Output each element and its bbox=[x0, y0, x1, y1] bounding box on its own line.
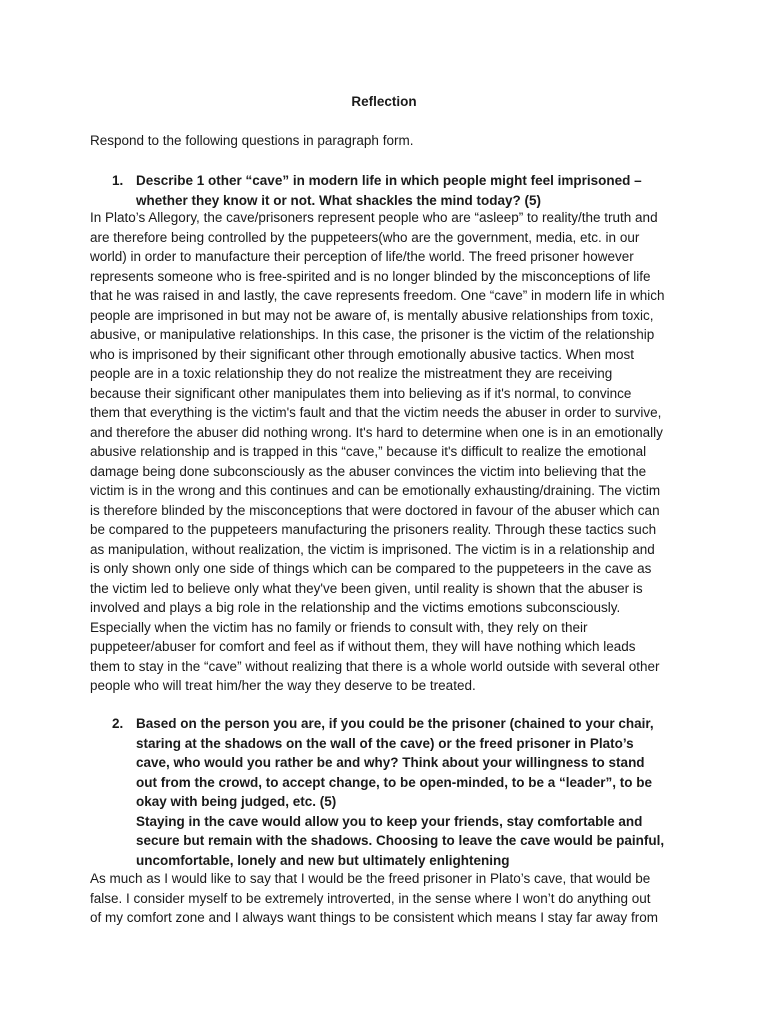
question-text bbox=[136, 714, 680, 870]
answer-line: them that everything is the victim's fault and that the victim needs the abuser in order to survive, bbox=[90, 405, 662, 420]
question-line: whether they know it or not. What shackles the mind today? (5) bbox=[136, 192, 542, 208]
answer-line: them to stay in the “cave” without realizing that there is a whole world outside with several other bbox=[90, 658, 660, 674]
answer-line: As much as I would like to say that I would be the freed prisoner in Plato’s cave, that would be bbox=[90, 871, 651, 886]
answer-line: Especially when the victim has no family or friends to consult with, they rely on their bbox=[90, 619, 588, 635]
question-line: uncomfortable, lonely and new but ultimately enlightening bbox=[136, 852, 510, 868]
answer-line: and therefore the abuser did nothing wrong. It's hard to determine when one is in an emotionally bbox=[90, 424, 663, 440]
answer-line: people who will treat him/her the way they deserve to be treated. bbox=[90, 678, 476, 693]
answer-line: represents someone who is free-spirited and is no longer blinded by the misconceptions of life bbox=[90, 268, 651, 284]
answer-1 bbox=[90, 208, 682, 696]
question-line: cave, who would you rather be and why? Think about your willingness to stand bbox=[136, 755, 645, 770]
answer-line: is therefore blinded by the misconceptions that were doctored in favour of the abuser which can bbox=[90, 502, 660, 518]
answer-line: In Plato’s Allegory, the cave/prisoners represent people who are “asleep” to reality/the truth and bbox=[90, 210, 658, 225]
question-number: 1. bbox=[112, 173, 124, 188]
answer-line: people are imprisoned in but may not be aware of, is mentally abusive relationships from toxic, bbox=[90, 307, 654, 323]
question-line: okay with being judged, etc. (5) bbox=[136, 794, 337, 809]
question-line: Staying in the cave would allow you to keep your friends, stay comfortable and bbox=[136, 813, 643, 829]
answer-line: of my comfort zone and I always want things to be consistent which means I stay far away from bbox=[90, 910, 659, 925]
question-line: Describe 1 other “cave” in modern life in which people might feel imprisoned – bbox=[136, 173, 642, 188]
document-title: Reflection bbox=[351, 94, 417, 109]
answer-line: abusive, or manipulative relationships. In this case, the prisoner is the victim of the relationship bbox=[90, 327, 655, 342]
question-line: Based on the person you are, if you could be the prisoner (chained to your chair, bbox=[136, 716, 654, 731]
instructions-text: Respond to the following questions in paragraph form. bbox=[90, 133, 414, 148]
answer-line: as manipulation, without realization, the victim is imprisoned. The victim is in a relationship and bbox=[90, 541, 655, 557]
answer-line: involved and plays a big role in the relationship and the victims emotions subconsciously. bbox=[90, 600, 621, 615]
answer-line: world) in order to manufacture their perception of life/the world. The freed prisoner however bbox=[90, 249, 634, 264]
question-line: secure but remain with the shadows. Choosing to leave the cave would be painful, bbox=[136, 833, 665, 848]
answer-line: false. I consider myself to be extremely introverted, in the sense where I won’t do anything out bbox=[90, 890, 651, 906]
answer-line: damage being done subconsciously as the abuser convinces the victim into believing that the bbox=[90, 463, 647, 479]
answer-line: is only shown only one side of things which can be compared to the puppeteers in the cave as bbox=[90, 561, 652, 576]
question-1 bbox=[90, 171, 680, 210]
question-number: 2. bbox=[112, 716, 124, 731]
question-line: staring at the shadows on the wall of the cave) or the freed prisoner in Plato’s bbox=[136, 735, 634, 751]
answer-line: victim is in the wrong and this continues and can be emotionally exhausting/draining. The victim bbox=[90, 483, 661, 498]
answer-line: are therefore being controlled by the puppeteers(who are the government, media, etc. in our bbox=[90, 229, 640, 245]
answer-line: puppeteer/abuser for comfort and feel as if without them, they will have nothing which leads bbox=[90, 639, 636, 654]
answer-2 bbox=[90, 869, 682, 928]
answer-line: who is imprisoned by their significant other through emotionally abusive tactics. When most bbox=[90, 346, 635, 362]
answer-line: that he was raised in and lastly, the cave represents freedom. One “cave” in modern life in which bbox=[90, 288, 665, 303]
answer-line: people are in a toxic relationship they do not realize the mistreatment they are receiving bbox=[90, 366, 613, 381]
question-text bbox=[136, 171, 680, 210]
answer-line: because their significant other manipulates them into believing as if it's normal, to convince bbox=[90, 385, 632, 401]
answer-line: be compared to the puppeteers manufacturing the prisoners reality. Through these tactics such bbox=[90, 522, 657, 537]
answer-line: abusive relationship and is trapped in this “cave,” because it's difficult to realize the emotional bbox=[90, 444, 647, 459]
answer-line: the victim led to believe only what they've been given, until reality is shown that the abuser is bbox=[90, 580, 643, 596]
question-line: out from the crowd, to accept change, to be open-minded, to be a “leader”, to be bbox=[136, 774, 653, 790]
question-2 bbox=[90, 714, 680, 870]
